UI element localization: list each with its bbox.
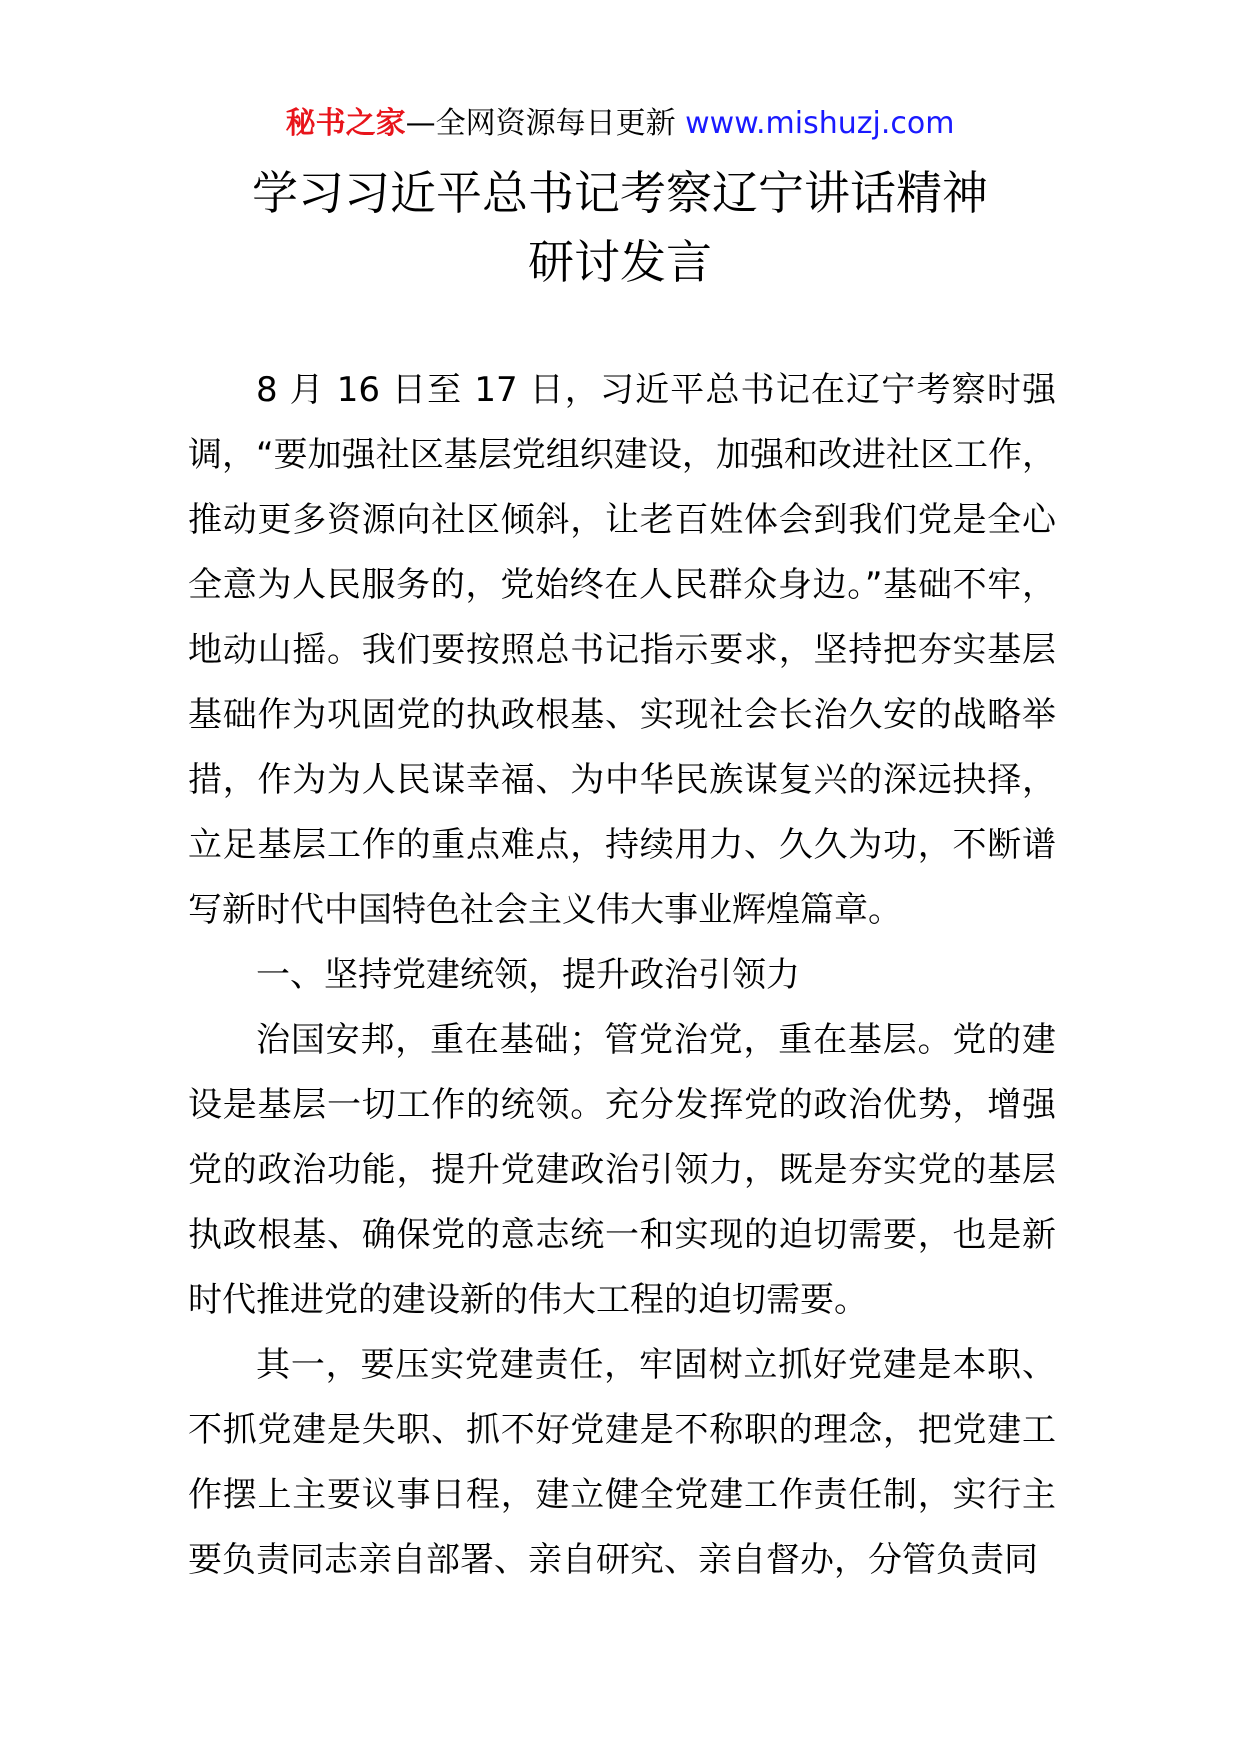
document-title-line-2: 研讨发言 xyxy=(528,235,712,289)
paragraph-point-1: 其一，要压实党建责任，牢固树立抓好党建是本职、不抓党建是失职、抓不好党建是不称职的理念，把党建工作摆上主要议事日程，建立健全党建工作责任制，实行主要负责同志亲自部署、亲自研究、亲自督办，分管负责同 xyxy=(188,1345,1056,1580)
site-header xyxy=(0,104,1240,144)
site-url-link[interactable]: www.mishuzj.com xyxy=(685,106,955,141)
paragraph-section-1: 治国安邦，重在基础；管党治党，重在基层。党的建设是基层一切工作的统领。充分发挥党的政治优势，增强党的政治功能，提升党建政治引领力，既是夯实党的基层执政根基、确保党的意志统一和实现的迫切需要，也是新时代推进党的建设新的伟大工程的迫切需要。 xyxy=(188,1020,1056,1320)
header-tagline: —全网资源每日更新 xyxy=(405,106,676,141)
paragraph-intro: 8 月 16 日至 17 日，习近平总书记在辽宁考察时强调，“要加强社区基层党组织建设，加强和改进社区工作，推动更多资源向社区倾斜，让老百姓体会到我们党是全心全意为人民服务的，党始终在人民群众身边。”基础不牢，地动山摇。我们要按照总书记指示要求，坚持把夯实基层基础作为巩固党的执政根基、实现社会长治久安的战略举措，作为为人民谋幸福、为中华民族谋复兴的深远抉择，立足基层工作的重点难点，持续用力、久久为功，不断谱写新时代中国特色社会主义伟大事业辉煌篇章。 xyxy=(188,370,1056,930)
document-body xyxy=(188,358,1056,1593)
section-heading-1: 一、坚持党建统领，提升政治引领力 xyxy=(256,955,800,995)
document-title-line-1: 学习习近平总书记考察辽宁讲话精神 xyxy=(252,166,988,220)
brand-name: 秘书之家 xyxy=(285,106,406,141)
